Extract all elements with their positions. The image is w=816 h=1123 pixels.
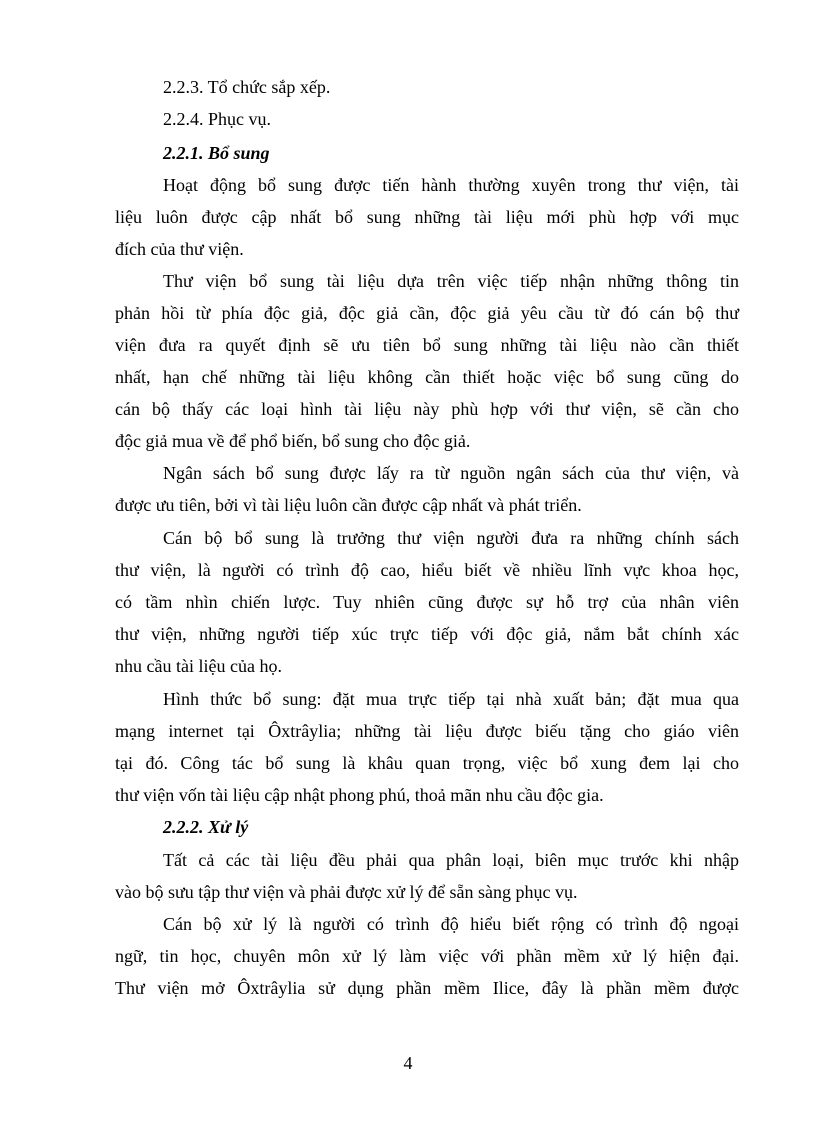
paragraph-line: được ưu tiên, bởi vì tài liệu luôn cần được cập nhất và phát triển. xyxy=(115,495,582,515)
paragraph-line: Thư viện bổ sung tài liệu dựa trên việc tiếp nhận những thông tin xyxy=(163,271,739,291)
paragraph-line: Cán bộ xử lý là người có trình độ hiểu biết rộng có trình độ ngoại xyxy=(163,914,739,934)
paragraph-line: nhất, hạn chế những tài liệu không cần thiết hoặc việc bổ sung cũng do xyxy=(115,367,739,387)
paragraph-line: Hình thức bổ sung: đặt mua trực tiếp tại nhà xuất bản; đặt mua qua xyxy=(163,689,739,709)
paragraph-line: tại đó. Công tác bổ sung là khâu quan trọng, việc bổ xung đem lại cho xyxy=(115,753,739,773)
page-number: 4 xyxy=(403,1053,413,1073)
paragraph-line: liệu luôn được cập nhất bổ sung những tài liệu mới phù hợp với mục xyxy=(115,207,739,227)
paragraph-line: viện đưa ra quyết định sẽ ưu tiên bổ sung những tài liệu nào cần thiết xyxy=(115,335,739,355)
paragraph-line: Ngân sách bổ sung được lấy ra từ nguồn ngân sách của thư viện, và xyxy=(163,463,739,483)
paragraph-line: Tất cả các tài liệu đều phải qua phân loại, biên mục trước khi nhập xyxy=(163,850,739,870)
paragraph-line: ngữ, tin học, chuyên môn xử lý làm việc với phần mềm xử lý hiện đại. xyxy=(115,946,739,966)
paragraph-line: vào bộ sưu tập thư viện và phải được xử lý để sẵn sàng phục vụ. xyxy=(115,882,578,902)
paragraph-line: cán bộ thấy các loại hình tài liệu này phù hợp với thư viện, sẽ cần cho xyxy=(115,399,739,419)
paragraph-line: Hoạt động bổ sung được tiến hành thường xuyên trong thư viện, tài xyxy=(163,175,739,195)
paragraph-line: thư viện vốn tài liệu cập nhật phong phú, thoả mãn nhu cầu độc gia. xyxy=(115,785,604,805)
paragraph-line: phản hồi từ phía độc giả, độc giả cần, độc giả yêu cầu từ đó cán bộ thư xyxy=(115,303,739,323)
paragraph-line: đích của thư viện. xyxy=(115,239,244,259)
paragraph-line: mạng internet tại Ôxtrâylia; những tài liệu được biếu tặng cho giáo viên xyxy=(115,721,739,741)
paragraph-line: thư viện, những người tiếp xúc trực tiếp với độc giả, nắm bắt chính xác xyxy=(115,624,739,644)
paragraph-line: nhu cầu tài liệu của họ. xyxy=(115,656,282,676)
paragraph-line: có tầm nhìn chiến lược. Tuy nhiên cũng được sự hỗ trợ của nhân viên xyxy=(115,592,739,612)
list-item-service: 2.2.4. Phục vụ. xyxy=(163,109,271,129)
paragraph-line: thư viện, là người có trình độ cao, hiểu biết về nhiều lĩnh vực khoa học, xyxy=(115,560,739,580)
paragraph-line: Cán bộ bổ sung là trưởng thư viện người đưa ra những chính sách xyxy=(163,528,739,548)
section-heading-processing: 2.2.2. Xử lý xyxy=(163,817,249,837)
paragraph-line: Thư viện mở Ôxtrâylia sử dụng phần mềm Ilice, đây là phần mềm được xyxy=(115,978,739,998)
paragraph-line: độc giả mua về để phổ biến, bổ sung cho độc giả. xyxy=(115,431,471,451)
section-heading-supplement: 2.2.1. Bổ sung xyxy=(163,143,270,163)
list-item-organization: 2.2.3. Tổ chức sắp xếp. xyxy=(163,77,331,97)
